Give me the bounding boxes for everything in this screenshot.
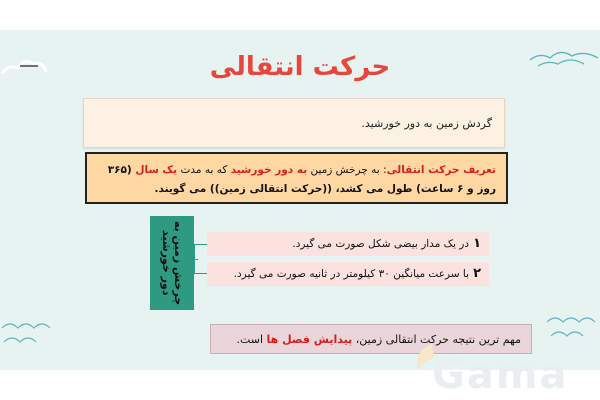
definition-seg5: (۳۶۵ روز و ۶ ساعت) طول می کشد، ((حرکت انتقالی زمین)) می گویند.: [107, 164, 496, 195]
definition-colon: :: [379, 164, 387, 176]
conclusion-box: [210, 324, 532, 354]
item-number: ۲: [473, 266, 481, 281]
conclusion-seg3: است.: [236, 333, 267, 346]
wave-left-icon: [0, 314, 60, 350]
conclusion-seg1: مهم ترین نتیجه حرکت انتقالی زمین،: [352, 333, 521, 346]
item-text: در یک مدار بیضی شکل صورت می گیرد.: [292, 238, 470, 250]
wave-right-icon: [545, 310, 600, 350]
side-label-box: [150, 216, 194, 310]
definition-seg3: که به مدت: [177, 164, 231, 176]
item-number: ۱: [473, 236, 481, 251]
intro-text: گردش زمین به دور خورشید.: [361, 117, 492, 130]
bracket-stub: [194, 259, 198, 260]
cloud-right-icon: [528, 42, 600, 72]
definition-seg1: به چرخش زمین: [307, 164, 380, 176]
definition-label: تعریف حرکت انتقالی: [386, 164, 496, 176]
slide: [0, 30, 600, 370]
page-title: حرکت انتقالی: [209, 52, 391, 82]
watermark-text: Gama: [432, 352, 569, 398]
definition-seg2: به دور خورشید: [230, 164, 308, 176]
list-item: [207, 262, 489, 286]
definition-seg4: یک سال: [135, 164, 178, 176]
intro-box: [83, 98, 505, 148]
conclusion-seg2: پیدایش فصل ها: [266, 333, 353, 346]
cloud-left-icon: [0, 50, 50, 80]
definition-box: [85, 152, 508, 204]
item-text: با سرعت میانگین ۳۰ کیلومتر در ثانیه صورت می گیرد.: [233, 268, 470, 280]
list-item: [207, 232, 489, 256]
side-label: چرخش زمین به دور خورشید: [160, 220, 185, 306]
